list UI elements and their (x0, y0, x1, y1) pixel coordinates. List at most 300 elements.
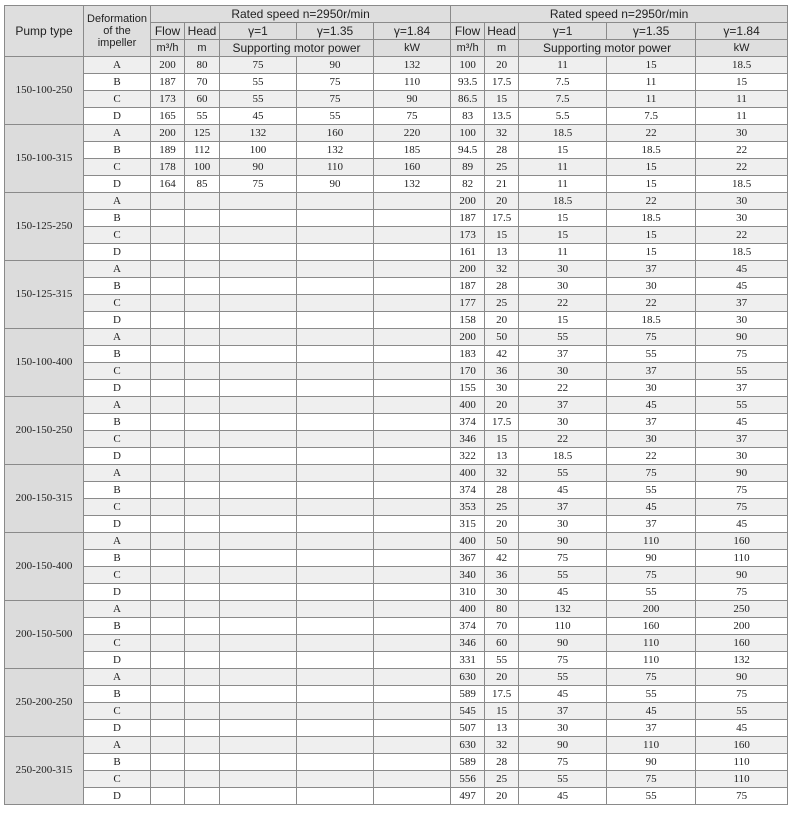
flow-left-cell (151, 261, 185, 278)
deformation-cell: A (84, 669, 151, 686)
gamma-1-right-cell: 22 (519, 431, 607, 448)
deformation-cell: C (84, 91, 151, 108)
flow-header-right: Flow (451, 23, 485, 40)
deformation-cell: B (84, 686, 151, 703)
gamma-1-left-cell (220, 482, 297, 499)
head-left-cell (185, 618, 220, 635)
gamma-184-right-cell: 11 (696, 91, 788, 108)
deformation-cell: C (84, 703, 151, 720)
flow-left-cell: 165 (151, 108, 185, 125)
table-row (5, 261, 788, 278)
head-right-cell: 50 (485, 329, 519, 346)
gamma-135-right-cell: 7.5 (607, 108, 696, 125)
table-row (5, 380, 788, 397)
gamma-135-right-cell: 18.5 (607, 142, 696, 159)
gamma-184-right-cell: 45 (696, 414, 788, 431)
gamma-184-left-cell (374, 414, 451, 431)
flow-right-cell: 374 (451, 618, 485, 635)
gamma-1-right-cell: 55 (519, 567, 607, 584)
deformation-cell: B (84, 210, 151, 227)
gamma-1-right-cell: 18.5 (519, 448, 607, 465)
gamma-184-right-cell: 30 (696, 210, 788, 227)
gamma-135-right-cell: 15 (607, 159, 696, 176)
flow-left-cell (151, 737, 185, 754)
head-right-cell: 25 (485, 295, 519, 312)
gamma-184-header-left: γ=1.84 (374, 23, 451, 40)
gamma-184-right-cell: 110 (696, 754, 788, 771)
flow-right-cell: 187 (451, 210, 485, 227)
gamma-135-left-cell (297, 244, 374, 261)
gamma-184-right-cell: 200 (696, 618, 788, 635)
gamma-184-left-cell (374, 771, 451, 788)
head-left-cell: 55 (185, 108, 220, 125)
gamma-135-right-cell: 18.5 (607, 312, 696, 329)
gamma-135-left-cell (297, 193, 374, 210)
gamma-135-left-cell (297, 788, 374, 805)
gamma-135-left-cell (297, 618, 374, 635)
flow-right-cell: 400 (451, 397, 485, 414)
gamma-135-left-cell (297, 380, 374, 397)
gamma-135-right-cell: 75 (607, 669, 696, 686)
gamma-184-right-cell: 160 (696, 635, 788, 652)
gamma-135-left-cell (297, 703, 374, 720)
deformation-cell: A (84, 465, 151, 482)
gamma-135-left-cell (297, 227, 374, 244)
head-left-cell (185, 669, 220, 686)
head-left-cell (185, 227, 220, 244)
gamma-1-right-cell: 55 (519, 669, 607, 686)
gamma-135-left-cell (297, 686, 374, 703)
flow-left-cell (151, 193, 185, 210)
flow-left-cell (151, 465, 185, 482)
flow-right-cell: 346 (451, 635, 485, 652)
gamma-1-right-cell: 37 (519, 499, 607, 516)
table-row (5, 584, 788, 601)
gamma-135-right-cell: 22 (607, 125, 696, 142)
deformation-cell: C (84, 159, 151, 176)
table-row (5, 210, 788, 227)
gamma-135-left-cell (297, 346, 374, 363)
gamma-1-left-cell (220, 686, 297, 703)
gamma-135-left-cell (297, 771, 374, 788)
gamma-184-left-cell (374, 210, 451, 227)
flow-left-cell: 200 (151, 125, 185, 142)
head-right-cell: 17.5 (485, 210, 519, 227)
gamma-1-header-right: γ=1 (519, 23, 607, 40)
gamma-184-left-cell (374, 448, 451, 465)
deformation-cell: D (84, 244, 151, 261)
gamma-184-left-cell (374, 720, 451, 737)
flow-right-cell: 310 (451, 584, 485, 601)
deformation-cell: A (84, 57, 151, 74)
flow-right-cell: 83 (451, 108, 485, 125)
head-left-cell (185, 703, 220, 720)
gamma-1-left-cell (220, 414, 297, 431)
table-row (5, 278, 788, 295)
gamma-184-header-right: γ=1.84 (696, 23, 788, 40)
head-right-cell: 15 (485, 703, 519, 720)
gamma-135-right-cell: 110 (607, 652, 696, 669)
gamma-135-right-cell: 90 (607, 754, 696, 771)
gamma-1-right-cell: 11 (519, 244, 607, 261)
gamma-184-right-cell: 30 (696, 448, 788, 465)
flow-right-cell: 177 (451, 295, 485, 312)
gamma-184-left-cell (374, 397, 451, 414)
gamma-184-right-cell: 160 (696, 737, 788, 754)
deformation-cell: C (84, 635, 151, 652)
deformation-cell: D (84, 448, 151, 465)
gamma-184-left-cell (374, 380, 451, 397)
gamma-184-right-cell: 30 (696, 312, 788, 329)
head-right-cell: 13 (485, 720, 519, 737)
gamma-184-left-cell (374, 737, 451, 754)
gamma-1-left-cell (220, 380, 297, 397)
gamma-184-right-cell: 132 (696, 652, 788, 669)
table-row (5, 312, 788, 329)
flow-right-cell: 322 (451, 448, 485, 465)
head-right-cell: 55 (485, 652, 519, 669)
head-left-cell (185, 482, 220, 499)
gamma-1-right-cell: 90 (519, 737, 607, 754)
gamma-1-left-cell (220, 278, 297, 295)
head-right-cell: 15 (485, 91, 519, 108)
gamma-184-left-cell: 75 (374, 108, 451, 125)
gamma-135-right-cell: 90 (607, 550, 696, 567)
gamma-1-right-cell: 37 (519, 703, 607, 720)
gamma-135-left-cell: 110 (297, 159, 374, 176)
gamma-184-left-cell: 160 (374, 159, 451, 176)
gamma-184-right-cell: 55 (696, 363, 788, 380)
flow-right-cell: 630 (451, 737, 485, 754)
gamma-135-header-right: γ=1.35 (607, 23, 696, 40)
deformation-cell: B (84, 618, 151, 635)
deformation-header: Deformation of the impeller (84, 6, 151, 57)
flow-left-cell (151, 516, 185, 533)
gamma-184-right-cell: 45 (696, 261, 788, 278)
flow-right-cell: 155 (451, 380, 485, 397)
head-left-cell (185, 788, 220, 805)
gamma-184-right-cell: 90 (696, 329, 788, 346)
gamma-135-right-cell: 75 (607, 771, 696, 788)
flow-left-cell (151, 278, 185, 295)
flow-right-cell: 331 (451, 652, 485, 669)
gamma-135-right-cell: 37 (607, 363, 696, 380)
pump-type-cell: 200-150-315 (5, 465, 84, 533)
gamma-135-left-cell (297, 737, 374, 754)
gamma-184-left-cell (374, 788, 451, 805)
head-right-cell: 28 (485, 278, 519, 295)
gamma-1-right-cell: 18.5 (519, 193, 607, 210)
head-left-cell (185, 516, 220, 533)
flow-right-cell: 400 (451, 533, 485, 550)
gamma-135-right-cell: 11 (607, 74, 696, 91)
deformation-cell: B (84, 142, 151, 159)
flow-unit-right: m³/h (451, 40, 485, 57)
table-row (5, 516, 788, 533)
gamma-1-left-cell (220, 788, 297, 805)
table-row (5, 499, 788, 516)
head-right-cell: 32 (485, 465, 519, 482)
table-row (5, 108, 788, 125)
gamma-135-left-cell (297, 329, 374, 346)
gamma-135-left-cell: 160 (297, 125, 374, 142)
table-row (5, 363, 788, 380)
head-right-cell: 50 (485, 533, 519, 550)
head-right-cell: 30 (485, 584, 519, 601)
gamma-135-left-cell: 75 (297, 74, 374, 91)
gamma-1-right-cell: 15 (519, 227, 607, 244)
gamma-1-left-cell (220, 754, 297, 771)
head-left-cell: 80 (185, 57, 220, 74)
gamma-135-left-cell: 132 (297, 142, 374, 159)
gamma-1-left-cell (220, 550, 297, 567)
head-left-cell: 125 (185, 125, 220, 142)
gamma-184-right-cell: 30 (696, 125, 788, 142)
gamma-135-right-cell: 75 (607, 567, 696, 584)
flow-left-cell: 200 (151, 57, 185, 74)
gamma-1-left-cell: 75 (220, 176, 297, 193)
pump-type-cell: 250-200-315 (5, 737, 84, 805)
head-left-cell (185, 414, 220, 431)
table-row (5, 176, 788, 193)
pump-type-cell: 150-100-250 (5, 57, 84, 125)
gamma-1-right-cell: 45 (519, 686, 607, 703)
pump-type-cell: 200-150-400 (5, 533, 84, 601)
gamma-184-right-cell: 18.5 (696, 176, 788, 193)
head-left-cell (185, 737, 220, 754)
deformation-cell: B (84, 278, 151, 295)
flow-right-cell: 589 (451, 686, 485, 703)
flow-left-cell (151, 397, 185, 414)
flow-left-cell (151, 567, 185, 584)
gamma-1-right-cell: 132 (519, 601, 607, 618)
gamma-135-right-cell: 15 (607, 227, 696, 244)
rated-speed-header-left: Rated speed n=2950r/min (151, 6, 451, 23)
gamma-135-right-cell: 55 (607, 686, 696, 703)
gamma-184-left-cell (374, 431, 451, 448)
table-row (5, 703, 788, 720)
table-row (5, 227, 788, 244)
flow-left-cell (151, 754, 185, 771)
table-body (5, 57, 788, 805)
gamma-135-left-cell (297, 652, 374, 669)
flow-right-cell: 100 (451, 125, 485, 142)
gamma-1-left-cell (220, 363, 297, 380)
flow-left-cell (151, 788, 185, 805)
head-right-cell: 42 (485, 346, 519, 363)
flow-right-cell: 400 (451, 465, 485, 482)
gamma-1-right-cell: 5.5 (519, 108, 607, 125)
head-right-cell: 30 (485, 380, 519, 397)
table-row (5, 431, 788, 448)
gamma-1-right-cell: 11 (519, 57, 607, 74)
gamma-135-left-cell: 75 (297, 91, 374, 108)
head-right-cell: 15 (485, 227, 519, 244)
gamma-135-right-cell: 45 (607, 703, 696, 720)
gamma-1-left-cell: 90 (220, 159, 297, 176)
gamma-1-right-cell: 15 (519, 142, 607, 159)
gamma-1-right-cell: 30 (519, 720, 607, 737)
head-left-cell (185, 533, 220, 550)
gamma-1-left-cell (220, 244, 297, 261)
gamma-1-left-cell: 75 (220, 57, 297, 74)
gamma-184-left-cell: 132 (374, 176, 451, 193)
deformation-cell: B (84, 74, 151, 91)
gamma-184-right-cell: 110 (696, 550, 788, 567)
gamma-184-left-cell (374, 193, 451, 210)
gamma-135-right-cell: 110 (607, 533, 696, 550)
head-right-cell: 13.5 (485, 108, 519, 125)
kw-unit-left: kW (374, 40, 451, 57)
flow-right-cell: 89 (451, 159, 485, 176)
head-left-cell (185, 771, 220, 788)
head-left-cell (185, 550, 220, 567)
gamma-184-right-cell: 90 (696, 465, 788, 482)
gamma-1-left-cell: 100 (220, 142, 297, 159)
flow-left-cell (151, 703, 185, 720)
flow-left-cell: 173 (151, 91, 185, 108)
gamma-1-left-cell (220, 737, 297, 754)
head-left-cell (185, 720, 220, 737)
flow-right-cell: 93.5 (451, 74, 485, 91)
pump-type-cell: 150-125-315 (5, 261, 84, 329)
gamma-135-left-cell (297, 278, 374, 295)
gamma-135-right-cell: 30 (607, 380, 696, 397)
table-row (5, 737, 788, 754)
gamma-135-right-cell: 200 (607, 601, 696, 618)
gamma-1-left-cell (220, 448, 297, 465)
flow-left-cell (151, 414, 185, 431)
flow-header-left: Flow (151, 23, 185, 40)
deformation-cell: B (84, 550, 151, 567)
deformation-cell: A (84, 601, 151, 618)
gamma-1-right-cell: 45 (519, 482, 607, 499)
gamma-135-left-cell: 55 (297, 108, 374, 125)
table-row (5, 618, 788, 635)
head-left-cell (185, 584, 220, 601)
gamma-1-left-cell (220, 720, 297, 737)
gamma-184-right-cell: 37 (696, 380, 788, 397)
table-row (5, 244, 788, 261)
head-right-cell: 21 (485, 176, 519, 193)
deformation-cell: D (84, 652, 151, 669)
gamma-135-left-cell (297, 533, 374, 550)
table-row (5, 57, 788, 74)
head-left-cell (185, 754, 220, 771)
gamma-184-left-cell: 185 (374, 142, 451, 159)
deformation-cell: C (84, 295, 151, 312)
flow-right-cell: 367 (451, 550, 485, 567)
kw-unit-right: kW (696, 40, 788, 57)
deformation-cell: A (84, 397, 151, 414)
gamma-135-right-cell: 110 (607, 635, 696, 652)
table-row (5, 771, 788, 788)
flow-left-cell (151, 533, 185, 550)
gamma-184-left-cell: 90 (374, 91, 451, 108)
deformation-cell: B (84, 414, 151, 431)
table-row (5, 448, 788, 465)
deformation-cell: D (84, 788, 151, 805)
head-right-cell: 13 (485, 244, 519, 261)
flow-left-cell (151, 601, 185, 618)
gamma-1-left-cell (220, 669, 297, 686)
table-row (5, 414, 788, 431)
flow-left-cell (151, 720, 185, 737)
deformation-cell: D (84, 584, 151, 601)
gamma-184-left-cell (374, 465, 451, 482)
gamma-135-right-cell: 15 (607, 176, 696, 193)
table-row (5, 125, 788, 142)
pump-type-cell: 150-100-400 (5, 329, 84, 397)
gamma-184-left-cell (374, 261, 451, 278)
head-right-cell: 25 (485, 771, 519, 788)
gamma-1-right-cell: 11 (519, 176, 607, 193)
gamma-184-left-cell (374, 516, 451, 533)
gamma-184-left-cell: 132 (374, 57, 451, 74)
gamma-1-left-cell (220, 533, 297, 550)
gamma-135-left-cell (297, 482, 374, 499)
flow-left-cell (151, 635, 185, 652)
gamma-184-right-cell: 22 (696, 142, 788, 159)
head-right-cell: 25 (485, 499, 519, 516)
gamma-184-right-cell: 75 (696, 686, 788, 703)
gamma-184-left-cell (374, 278, 451, 295)
deformation-cell: A (84, 329, 151, 346)
table-row (5, 329, 788, 346)
gamma-1-right-cell: 11 (519, 159, 607, 176)
deformation-cell: A (84, 533, 151, 550)
gamma-184-right-cell: 22 (696, 159, 788, 176)
head-right-cell: 36 (485, 567, 519, 584)
flow-right-cell: 82 (451, 176, 485, 193)
flow-right-cell: 100 (451, 57, 485, 74)
gamma-135-left-cell (297, 414, 374, 431)
gamma-1-right-cell: 55 (519, 329, 607, 346)
flow-left-cell (151, 482, 185, 499)
flow-left-cell (151, 448, 185, 465)
gamma-1-right-cell: 75 (519, 652, 607, 669)
gamma-1-right-cell: 37 (519, 346, 607, 363)
gamma-1-right-cell: 7.5 (519, 74, 607, 91)
flow-left-cell (151, 363, 185, 380)
gamma-1-left-cell: 132 (220, 125, 297, 142)
flow-left-cell (151, 227, 185, 244)
flow-left-cell (151, 618, 185, 635)
head-left-cell (185, 312, 220, 329)
gamma-1-right-cell: 45 (519, 788, 607, 805)
flow-left-cell (151, 686, 185, 703)
table-row (5, 601, 788, 618)
gamma-135-right-cell: 37 (607, 720, 696, 737)
head-left-cell (185, 567, 220, 584)
head-right-cell: 28 (485, 142, 519, 159)
head-left-cell (185, 295, 220, 312)
gamma-184-right-cell: 37 (696, 295, 788, 312)
gamma-1-left-cell (220, 499, 297, 516)
flow-left-cell (151, 210, 185, 227)
head-left-cell (185, 244, 220, 261)
gamma-135-left-cell (297, 363, 374, 380)
table-row (5, 635, 788, 652)
head-right-cell: 70 (485, 618, 519, 635)
pump-type-cell: 150-125-250 (5, 193, 84, 261)
gamma-1-left-cell (220, 227, 297, 244)
table-row (5, 669, 788, 686)
gamma-1-right-cell: 55 (519, 771, 607, 788)
flow-left-cell (151, 584, 185, 601)
head-right-cell: 20 (485, 516, 519, 533)
pump-type-header: Pump type (5, 6, 84, 57)
